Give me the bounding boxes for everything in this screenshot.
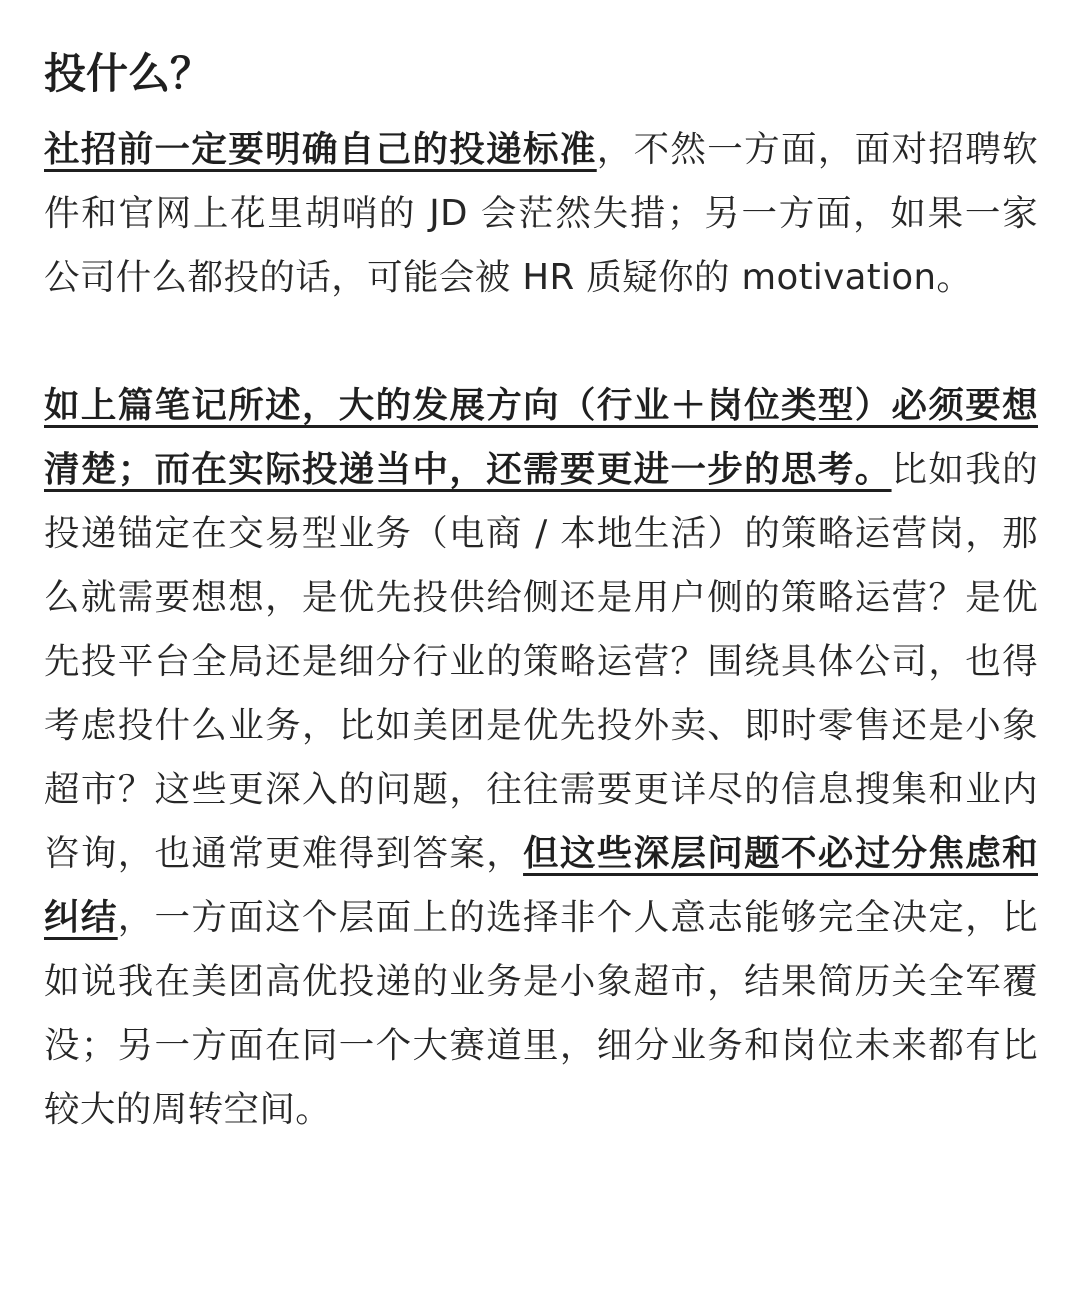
highlight-direction: 如上篇笔记所述，大的发展方向（行业＋岗位类型）必须要想清楚；而在实际投递当中，还需要更进一步的思考。 [44,385,1038,490]
paragraph-2-body-b: ，一方面这个层面上的选择非个人意志能够完全决定，比如说我在美团高优投递的业务是小象超市，结果简历关全军覆没；另一方面在同一个大赛道里，细分业务和岗位未来都有比较大的周转空间。 [44,897,1038,1130]
page-title: 投什么？ [44,49,213,98]
paragraph-1-body: ，不然一方面，面对招聘软件和官网上花里胡哨的 JD 会茫然失措；另一方面，如果一家公司什么都投的话，可能会被 HR 质疑你的 motivation。 [44,129,1038,298]
paragraph-1 [44,118,1038,310]
highlight-criteria: 社招前一定要明确自己的投递标准 [44,129,597,170]
highlight-no-anxiety: 但这些深层问题不必过分焦虑和纠结 [44,833,1038,938]
paragraph-2-body-a: 比如我的投递锚定在交易型业务（电商 / 本地生活）的策略运营岗，那么就需要想想，是优先投供给侧还是用户侧的策略运营？是优先投平台全局还是细分行业的策略运营？围绕具体公司，也得考虑投什么业务，比如美团是优先投外卖、即时零售还是小象超市？这些更深入的问题，往往需要更详尽的信息搜集和业内咨询，也通常更难得到答案， [44,449,1038,874]
paragraph-2 [44,374,1038,1142]
